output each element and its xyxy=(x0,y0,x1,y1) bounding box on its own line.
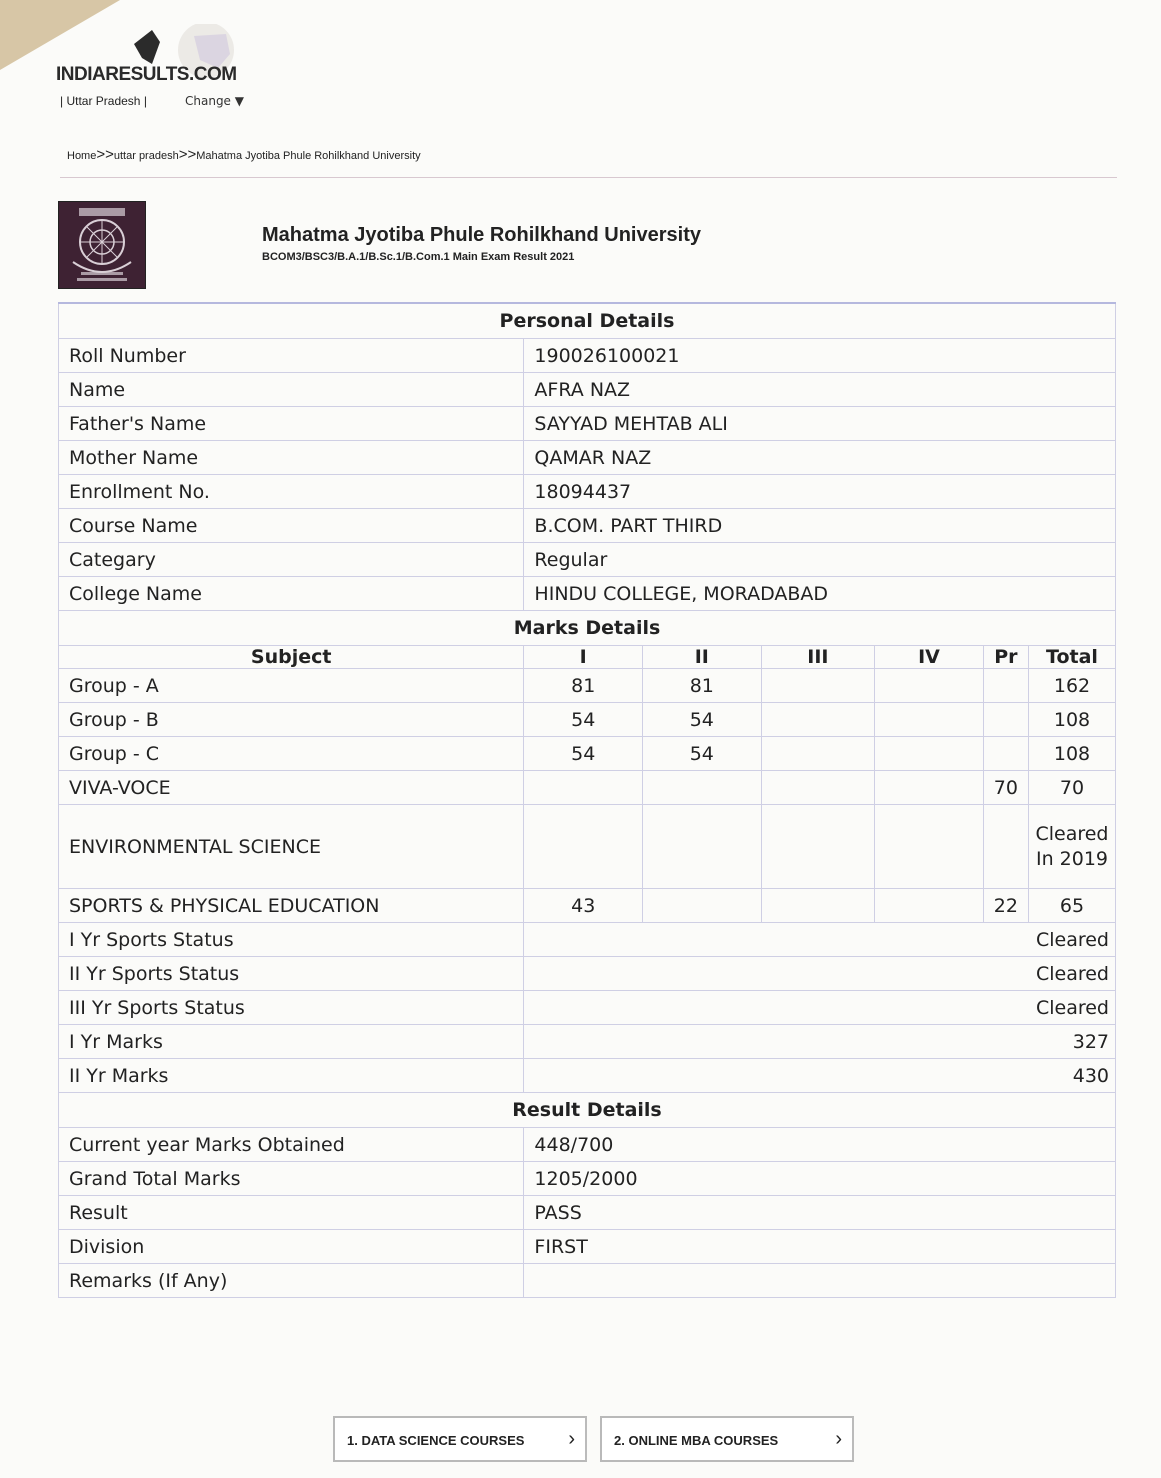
marks-cell xyxy=(761,771,875,805)
marks-cell xyxy=(875,703,984,737)
field-value: FIRST xyxy=(524,1230,1116,1264)
status-row xyxy=(59,991,1116,1025)
marks-cell: 43 xyxy=(524,889,643,923)
site-name[interactable]: INDIARESULTS.COM xyxy=(56,64,237,85)
marks-cell xyxy=(761,669,875,703)
section-heading: Personal Details xyxy=(59,303,1116,339)
marks-cell xyxy=(875,771,984,805)
marks-cell: 70 xyxy=(983,771,1028,805)
marks-cell: 81 xyxy=(643,669,762,703)
table-row xyxy=(59,1128,1116,1162)
field-value: Cleared xyxy=(524,991,1116,1025)
marks-details-header xyxy=(59,611,1116,646)
marks-cell: 108 xyxy=(1028,703,1115,737)
change-state-dropdown[interactable]: Change ▼ xyxy=(185,94,244,108)
breadcrumb-separator: >> xyxy=(96,146,114,163)
table-row xyxy=(59,577,1116,611)
field-label: Father's Name xyxy=(59,407,524,441)
status-row xyxy=(59,1059,1116,1093)
field-value: 327 xyxy=(524,1025,1116,1059)
online-mba-courses-button[interactable] xyxy=(600,1416,854,1462)
marks-cell xyxy=(875,805,984,889)
field-value: Cleared xyxy=(524,923,1116,957)
subject-name: Group - A xyxy=(59,669,524,703)
marks-cell: 54 xyxy=(524,737,643,771)
marks-cell xyxy=(983,669,1028,703)
exam-subtitle: BCOM3/BSC3/B.A.1/B.Sc.1/B.Com.1 Main Exam Result 2021 xyxy=(262,251,575,263)
marks-cell: 162 xyxy=(1028,669,1115,703)
field-label: Enrollment No. xyxy=(59,475,524,509)
state-label: | Uttar Pradesh | xyxy=(60,94,147,108)
marks-cell xyxy=(761,703,875,737)
field-value: 18094437 xyxy=(524,475,1116,509)
field-value: 1205/2000 xyxy=(524,1162,1116,1196)
subject-name: Group - C xyxy=(59,737,524,771)
field-label: Roll Number xyxy=(59,339,524,373)
marks-cell xyxy=(761,889,875,923)
table-row xyxy=(59,509,1116,543)
breadcrumb-separator: >> xyxy=(178,146,197,163)
section-heading: Marks Details xyxy=(59,611,1116,646)
subject-name: Group - B xyxy=(59,703,524,737)
marks-cell: 22 xyxy=(983,889,1028,923)
marks-cell: Cleared In 2019 xyxy=(1028,805,1115,889)
table-row xyxy=(59,441,1116,475)
column-header: I xyxy=(524,646,643,669)
table-row xyxy=(59,1196,1116,1230)
field-value: B.COM. PART THIRD xyxy=(524,509,1116,543)
university-logo xyxy=(58,201,146,289)
field-label: Result xyxy=(59,1196,524,1230)
marks-cell: 54 xyxy=(643,737,762,771)
breadcrumb-home[interactable]: Home xyxy=(67,150,97,162)
marks-row xyxy=(59,771,1116,805)
field-value: Cleared xyxy=(524,957,1116,991)
marks-cell: 70 xyxy=(1028,771,1115,805)
column-header: III xyxy=(761,646,875,669)
result-table xyxy=(58,302,1116,1298)
marks-cell: 54 xyxy=(524,703,643,737)
marks-cell xyxy=(524,805,643,889)
marks-cell xyxy=(761,805,875,889)
field-label: I Yr Marks xyxy=(59,1025,524,1059)
field-label: Course Name xyxy=(59,509,524,543)
field-label: Categary xyxy=(59,543,524,577)
status-row xyxy=(59,923,1116,957)
field-value: 430 xyxy=(524,1059,1116,1093)
marks-cell: 54 xyxy=(643,703,762,737)
field-label: Grand Total Marks xyxy=(59,1162,524,1196)
field-label: Remarks (If Any) xyxy=(59,1264,524,1298)
site-header xyxy=(56,20,316,120)
table-row xyxy=(59,543,1116,577)
table-row xyxy=(59,1264,1116,1298)
marks-row xyxy=(59,703,1116,737)
marks-cell xyxy=(761,737,875,771)
field-value: PASS xyxy=(524,1196,1116,1230)
field-label: II Yr Marks xyxy=(59,1059,524,1093)
status-row xyxy=(59,957,1116,991)
table-row xyxy=(59,1230,1116,1264)
university-title: Mahatma Jyotiba Phule Rohilkhand University xyxy=(262,224,701,246)
marks-column-headers xyxy=(59,646,1116,669)
chevron-right-icon: › xyxy=(568,1428,575,1450)
marks-row xyxy=(59,737,1116,771)
field-label: II Yr Sports Status xyxy=(59,957,524,991)
table-row xyxy=(59,373,1116,407)
field-label: Division xyxy=(59,1230,524,1264)
field-value: Regular xyxy=(524,543,1116,577)
marks-cell xyxy=(983,805,1028,889)
field-value: QAMAR NAZ xyxy=(524,441,1116,475)
marks-row xyxy=(59,805,1116,889)
marks-cell xyxy=(643,889,762,923)
marks-cell xyxy=(983,737,1028,771)
marks-row xyxy=(59,889,1116,923)
button-label: 1. DATA SCIENCE COURSES xyxy=(347,1433,525,1448)
table-row xyxy=(59,407,1116,441)
data-science-courses-button[interactable] xyxy=(333,1416,587,1462)
column-header: Pr xyxy=(983,646,1028,669)
field-value: SAYYAD MEHTAB ALI xyxy=(524,407,1116,441)
marks-cell xyxy=(524,771,643,805)
field-value: HINDU COLLEGE, MORADABAD xyxy=(524,577,1116,611)
field-value: 448/700 xyxy=(524,1128,1116,1162)
divider xyxy=(60,177,1117,178)
field-value: AFRA NAZ xyxy=(524,373,1116,407)
column-header: IV xyxy=(875,646,984,669)
marks-cell xyxy=(643,805,762,889)
marks-cell xyxy=(875,889,984,923)
button-label: 2. ONLINE MBA COURSES xyxy=(614,1433,779,1448)
table-row xyxy=(59,339,1116,373)
field-value: 190026100021 xyxy=(524,339,1116,373)
marks-cell: 65 xyxy=(1028,889,1115,923)
breadcrumb-state[interactable]: uttar pradesh xyxy=(113,150,179,162)
column-header: Total xyxy=(1028,646,1115,669)
field-label: Mother Name xyxy=(59,441,524,475)
marks-cell: 81 xyxy=(524,669,643,703)
personal-details-header xyxy=(59,303,1116,339)
table-row xyxy=(59,1162,1116,1196)
field-label: Name xyxy=(59,373,524,407)
subject-name: VIVA-VOCE xyxy=(59,771,524,805)
breadcrumb xyxy=(67,146,421,163)
marks-cell: 108 xyxy=(1028,737,1115,771)
marks-row xyxy=(59,669,1116,703)
field-label: College Name xyxy=(59,577,524,611)
section-heading: Result Details xyxy=(59,1093,1116,1128)
marks-cell xyxy=(983,703,1028,737)
university-emblem-icon xyxy=(59,202,145,288)
chevron-right-icon: › xyxy=(835,1428,842,1450)
marks-cell xyxy=(643,771,762,805)
result-details-header xyxy=(59,1093,1116,1128)
breadcrumb-university[interactable]: Mahatma Jyotiba Phule Rohilkhand University xyxy=(196,150,421,162)
field-label: Current year Marks Obtained xyxy=(59,1128,524,1162)
subject-name: ENVIRONMENTAL SCIENCE xyxy=(59,805,524,889)
marks-cell xyxy=(875,737,984,771)
field-label: I Yr Sports Status xyxy=(59,923,524,957)
marks-cell xyxy=(875,669,984,703)
status-row xyxy=(59,1025,1116,1059)
column-header: Subject xyxy=(59,646,524,669)
column-header: II xyxy=(643,646,762,669)
field-value xyxy=(524,1264,1116,1298)
subject-name: SPORTS & PHYSICAL EDUCATION xyxy=(59,889,524,923)
field-label: III Yr Sports Status xyxy=(59,991,524,1025)
table-row xyxy=(59,475,1116,509)
